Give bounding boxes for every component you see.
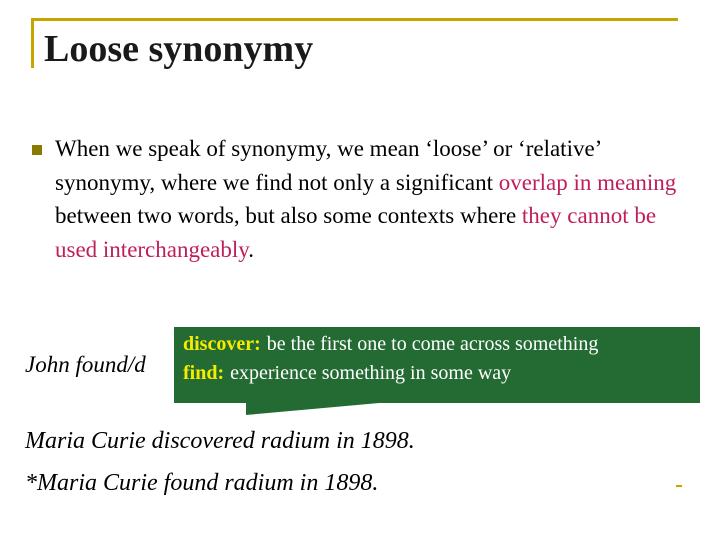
example-sentence-found: *Maria Curie found radium in 1898.	[25, 470, 379, 496]
corner-decoration	[676, 485, 682, 487]
bullet-text-part-2: between two words, but also some contexts where	[55, 203, 522, 228]
definition-find	[183, 362, 511, 385]
definition-text: experience something in some way	[230, 362, 512, 384]
definition-callout-tail	[246, 402, 391, 415]
bullet-text	[55, 132, 685, 266]
example-sentence-partial: John found/d	[25, 352, 146, 377]
definition-text: be the first one to come across something	[266, 333, 599, 355]
definition-discover	[183, 333, 598, 356]
highlight-overlap-in-meaning: overlap in meaning	[498, 169, 677, 195]
title-frame-top-border	[31, 18, 678, 21]
square-bullet-icon	[32, 145, 42, 155]
bullet-text-part-1: When we speak of synonymy, we mean ‘loose’ or ‘relative’ synonymy, where we find not only a significant	[55, 136, 601, 195]
slide-title: Loose synonymy	[44, 28, 314, 70]
title-frame-left-border	[31, 18, 34, 68]
definition-term: discover:	[183, 333, 261, 355]
example-sentence-discovered: Maria Curie discovered radium in 1898.	[25, 428, 415, 454]
highlight-cannot-be-used-interchangeably: they cannot be used interchangeably	[55, 203, 657, 262]
definition-term: find:	[183, 362, 225, 384]
bullet-text-part-3: .	[248, 236, 255, 262]
